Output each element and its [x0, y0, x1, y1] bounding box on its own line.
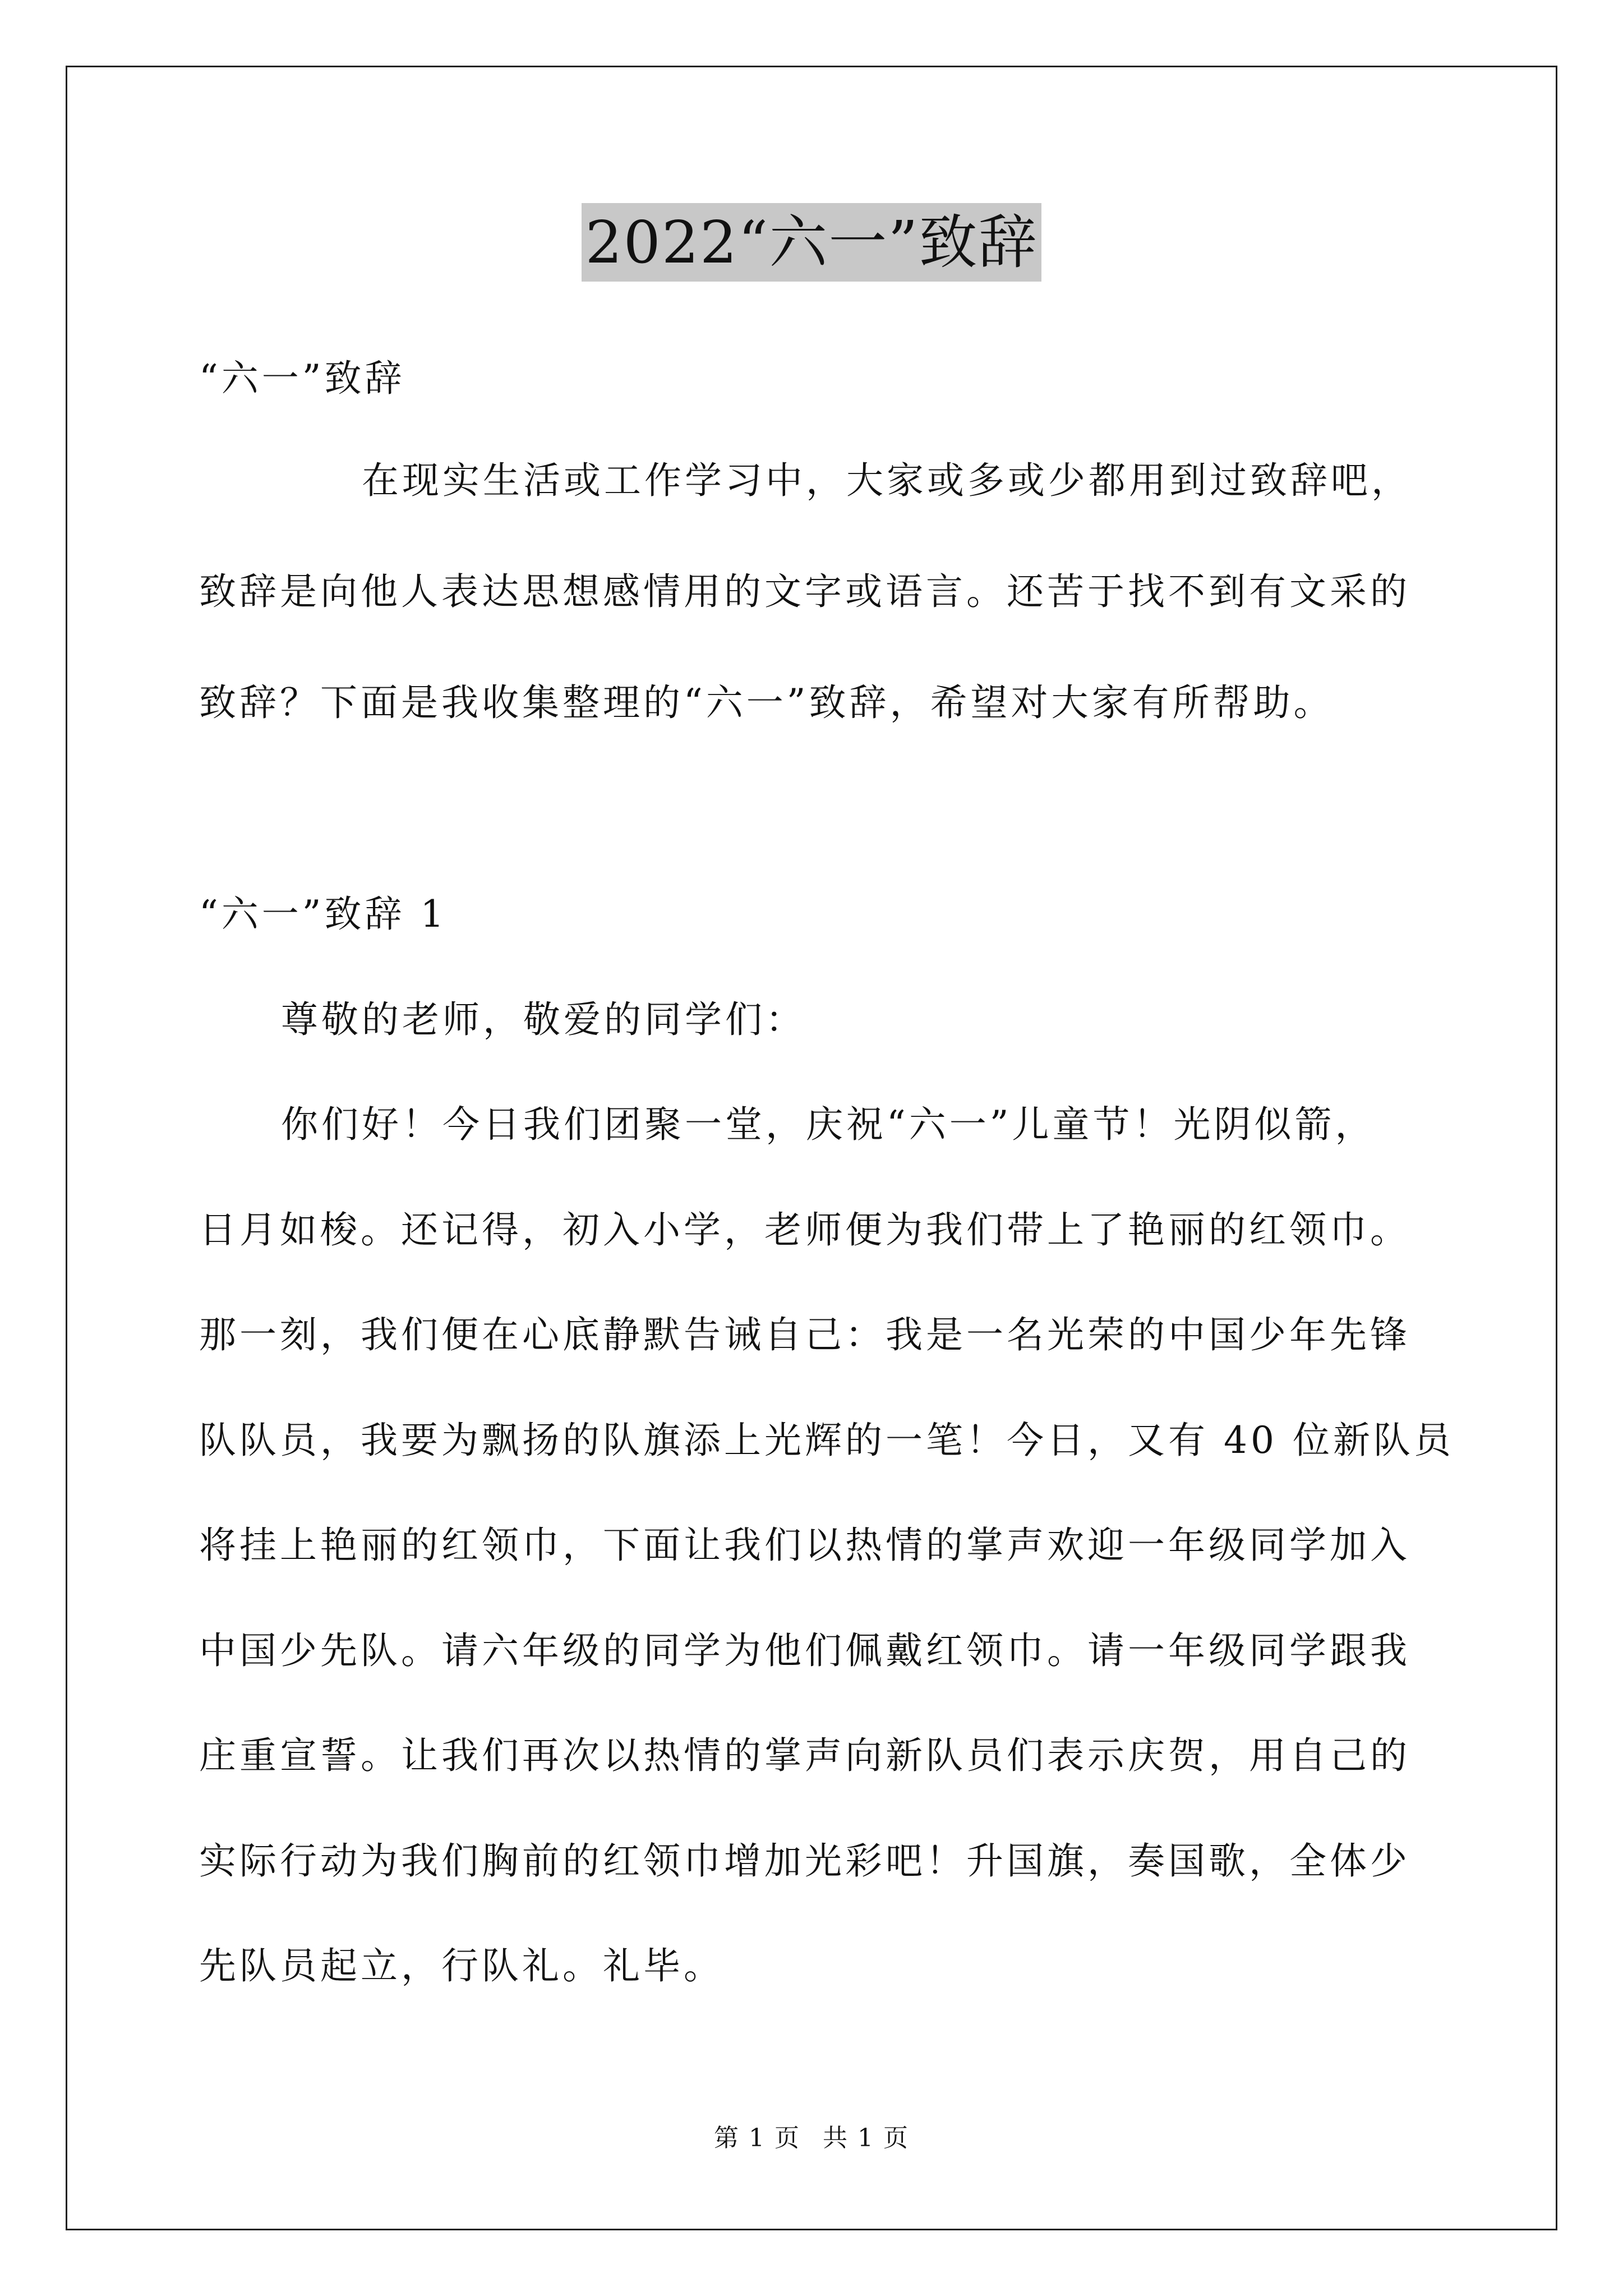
- intro-line-2: 致辞是向他人表达思想感情用的文字或语言。还苦于找不到有文采的: [199, 570, 1410, 613]
- body-line-6: 中国少先队。请六年级的同学为他们佩戴红领巾。请一年级同学跟我: [199, 1629, 1410, 1672]
- body-line-9: 先队员起立，行队礼。礼毕。: [199, 1944, 724, 1987]
- body-line-7: 庄重宣誓。让我们再次以热情的掌声向新队员们表示庆贺，用自己的: [199, 1734, 1410, 1777]
- intro-line-1: 在现实生活或工作学习中，大家或多或少都用到过致辞吧，: [362, 459, 1412, 502]
- body-line-2: 日月如梭。还记得，初入小学，老师便为我们带上了艳丽的红领巾。: [199, 1208, 1410, 1251]
- section-heading: “六一”致辞 1: [199, 892, 448, 936]
- body-line-1: 你们好！今日我们团聚一堂，庆祝“六一”儿童节！光阴似箭，: [281, 1103, 1376, 1146]
- page-number: 第 1 页: [714, 2124, 800, 2152]
- salutation: 尊敬的老师，敬爱的同学们：: [281, 998, 806, 1041]
- body-line-4: 队队员，我要为飘扬的队旗添上光辉的一笔！今日，又有 40 位新队员: [199, 1419, 1454, 1462]
- title-container: [0, 203, 1623, 282]
- intro-line-3: 致辞？下面是我收集整理的“六一”致辞，希望对大家有所帮助。: [199, 681, 1334, 724]
- body-line-5: 将挂上艳丽的红领巾，下面让我们以热情的掌声欢迎一年级同学加入: [199, 1524, 1410, 1567]
- subtitle: “六一”致辞: [199, 357, 405, 400]
- page-title: 2022“六一”致辞: [582, 203, 1041, 282]
- body-line-8: 实际行动为我们胸前的红领巾增加光彩吧！升国旗，奏国歌，全体少: [199, 1839, 1410, 1883]
- page-footer: [0, 2122, 1623, 2155]
- page-total: 共 1 页: [823, 2124, 909, 2152]
- body-line-3: 那一刻，我们便在心底静默告诫自己：我是一名光荣的中国少年先锋: [199, 1313, 1410, 1356]
